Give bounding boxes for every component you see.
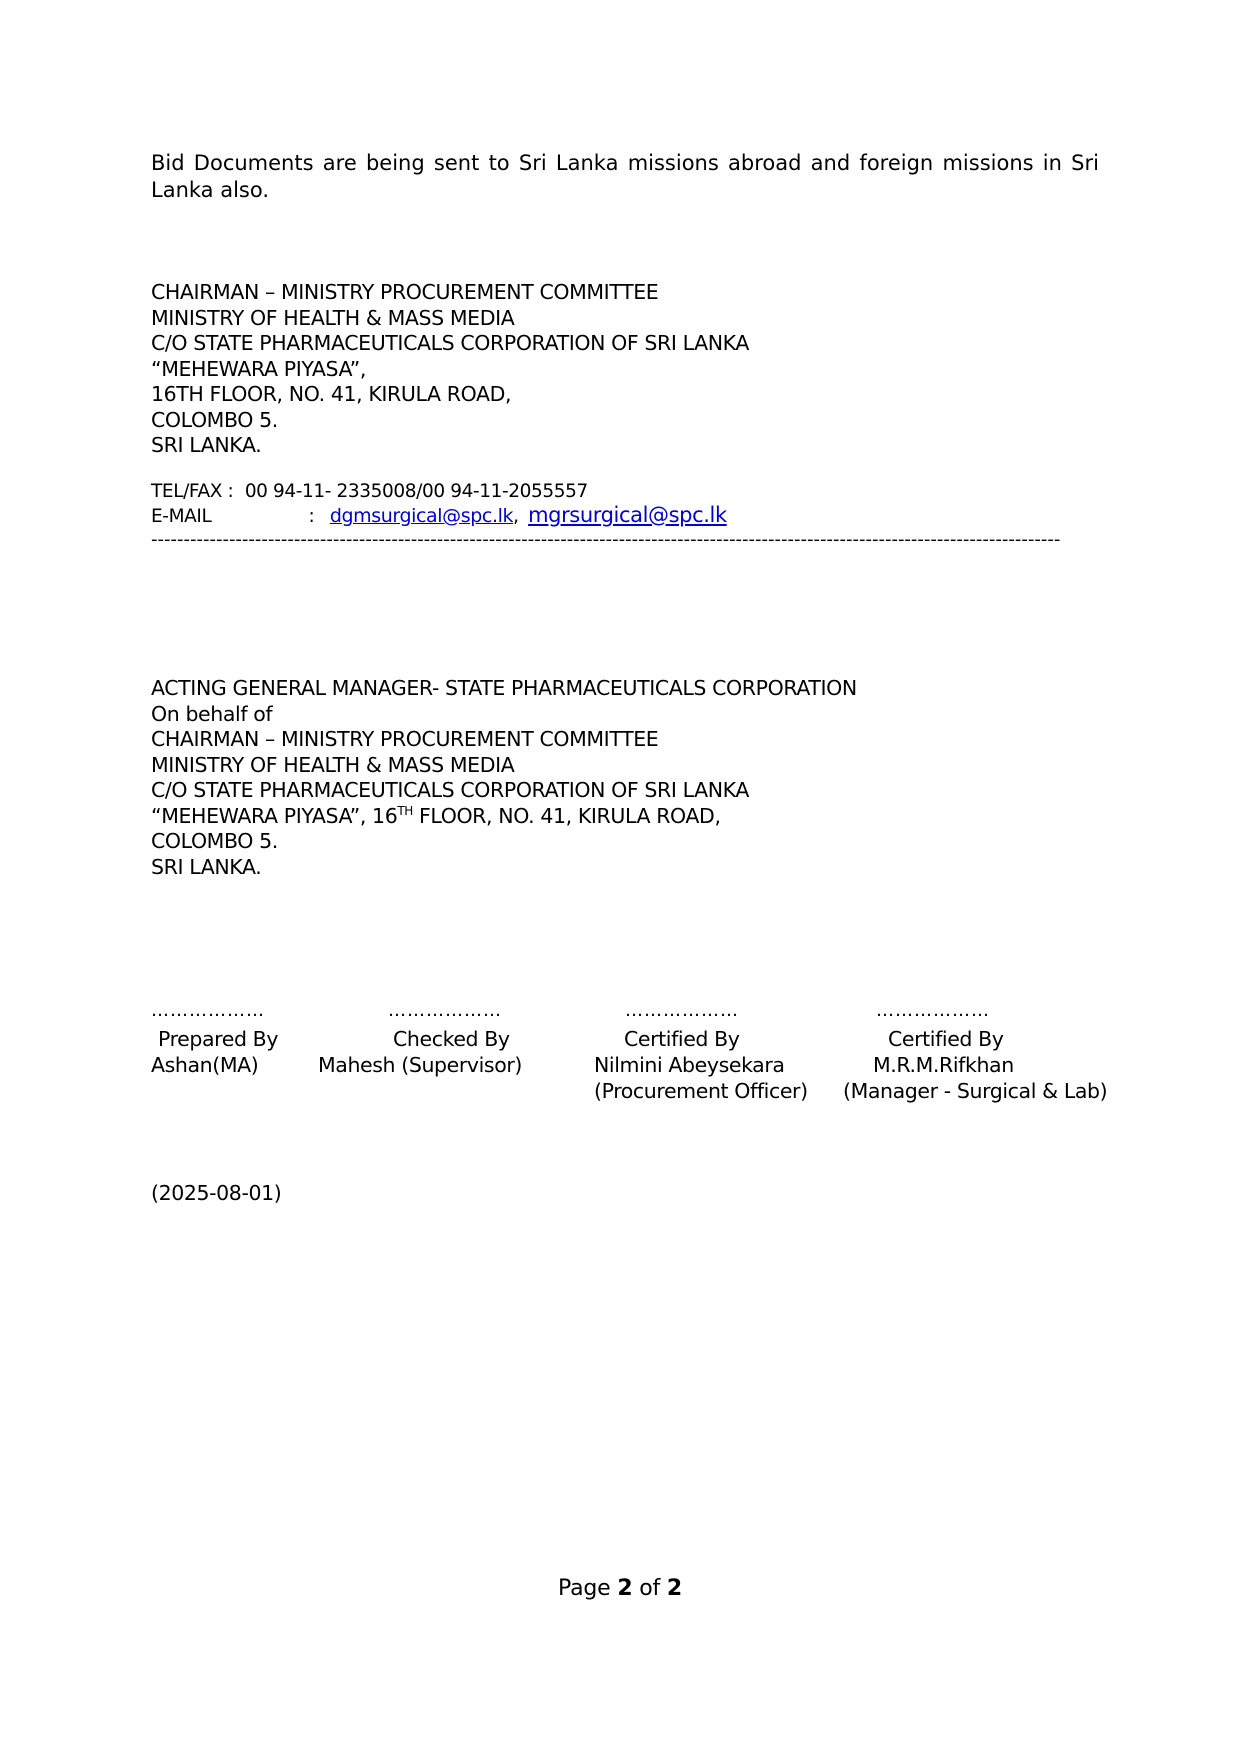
- address-block-acting-gm: [151, 676, 857, 880]
- email-separator: :: [308, 506, 315, 527]
- signature-title: (Manager - Surgical & Lab): [843, 1079, 1108, 1103]
- address-line: ACTING GENERAL MANAGER- STATE PHARMACEUTICALS CORPORATION: [151, 676, 857, 700]
- address-line: SRI LANKA.: [151, 854, 262, 879]
- floor-suffix: FLOOR, NO. 41, KIRULA ROAD,: [412, 803, 721, 828]
- signature-dots: ………………: [876, 1000, 990, 1021]
- page-word: Page: [558, 1576, 611, 1601]
- address-line: COLOMBO 5.: [151, 829, 278, 853]
- tel-fax-label: TEL/FAX :: [151, 481, 234, 502]
- address-line: C/O STATE PHARMACEUTICALS CORPORATION OF SRI LANKA: [151, 331, 749, 355]
- of-word: of: [639, 1576, 661, 1601]
- address-line: COLOMBO 5.: [151, 407, 278, 432]
- page-total: 2: [666, 1576, 682, 1601]
- email-link-mgr[interactable]: mgrsurgical@spc.lk: [528, 503, 727, 527]
- tel-fax-line: [151, 480, 588, 504]
- floor-superscript: TH: [397, 803, 413, 818]
- document-date: (2025-08-01): [151, 1181, 282, 1205]
- page-footer: [0, 1576, 1240, 1601]
- address-line: CHAIRMAN – MINISTRY PROCUREMENT COMMITTEE: [151, 280, 659, 304]
- address-line: “MEHEWARA PIYASA”,: [151, 356, 366, 381]
- address-line: CHAIRMAN – MINISTRY PROCUREMENT COMMITTEE: [151, 727, 659, 751]
- signature-role-prepared: Prepared By: [158, 1027, 279, 1051]
- signature-name: Mahesh (Supervisor): [318, 1053, 522, 1077]
- address-line: MINISTRY OF HEALTH & MASS MEDIA: [151, 752, 515, 777]
- signature-dots: ………………: [151, 1000, 265, 1021]
- address-line-floor: [151, 804, 857, 830]
- signature-role-checked: Checked By: [393, 1027, 510, 1051]
- dashed-divider: --------------------------------------------------------------------------------------------------------------------------------------------: [151, 530, 1061, 550]
- address-line: 16TH FLOOR, NO. 41, KIRULA ROAD,: [151, 382, 512, 406]
- signature-name: M.R.M.Rifkhan: [873, 1053, 1014, 1077]
- address-line: On behalf of: [151, 701, 273, 726]
- signature-role-certified: Certified By: [888, 1027, 1004, 1051]
- signature-title: (Procurement Officer): [594, 1079, 808, 1103]
- email-link-dgm[interactable]: dgmsurgical@spc.lk: [329, 505, 514, 527]
- address-line: SRI LANKA.: [151, 433, 262, 457]
- page-current: 2: [617, 1576, 633, 1601]
- signature-dots: ………………: [625, 1000, 739, 1021]
- email-comma: ,: [513, 506, 519, 527]
- address-line: MINISTRY OF HEALTH & MASS MEDIA: [151, 305, 515, 330]
- email-line: [151, 503, 727, 529]
- address-line: C/O STATE PHARMACEUTICALS CORPORATION OF SRI LANKA: [151, 778, 749, 802]
- signature-dots: ………………: [388, 1000, 502, 1021]
- signature-role-certified: Certified By: [624, 1027, 740, 1051]
- signature-name: Ashan(MA): [151, 1053, 259, 1077]
- address-block-chairman: [151, 280, 749, 459]
- email-label: E-MAIL: [151, 506, 212, 527]
- intro-paragraph: Bid Documents are being sent to Sri Lanka missions abroad and foreign missions in Sri Lanka also.: [151, 151, 1099, 202]
- signature-name: Nilmini Abeysekara: [594, 1053, 785, 1077]
- tel-fax-value: 00 94-11- 2335008/00 94-11-2055557: [244, 481, 588, 502]
- floor-prefix: “MEHEWARA PIYASA”, 16: [151, 803, 398, 828]
